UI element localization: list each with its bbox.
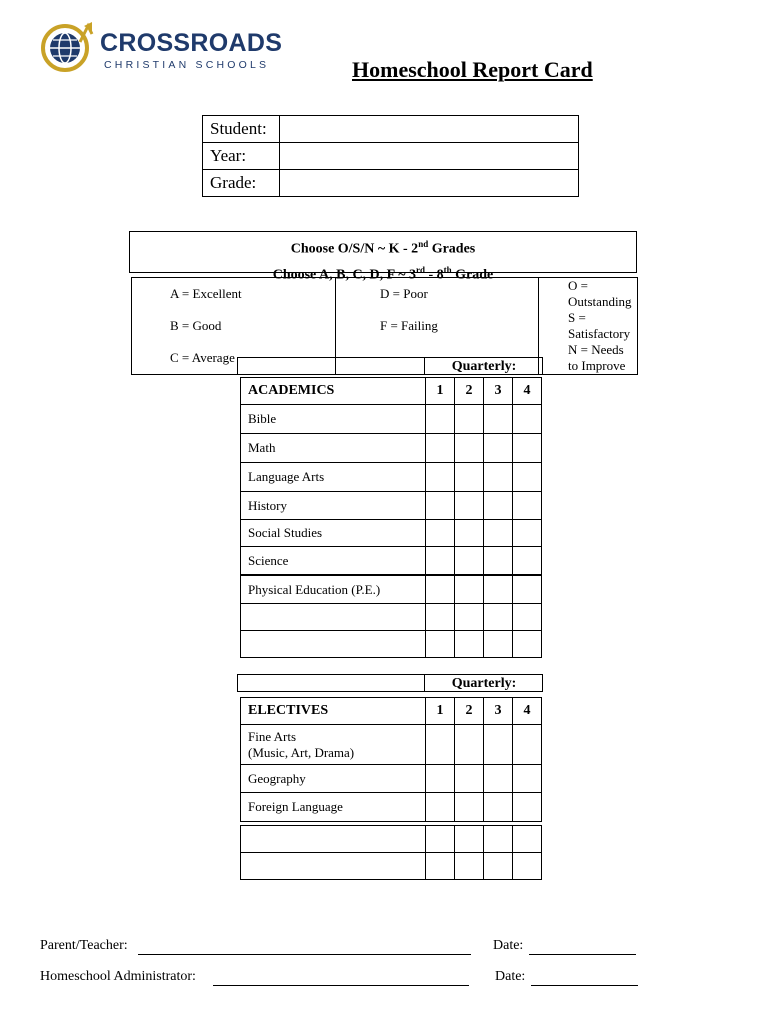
student-input[interactable] [280,116,579,143]
parent-teacher-signature-line[interactable] [138,940,471,955]
year-input[interactable] [280,143,579,170]
grading-line1-suffix: Grades [428,241,476,257]
electives-heading: ELECTIVES [241,698,426,725]
grade-cell[interactable] [484,725,513,765]
quarter-header: 3 [484,698,513,725]
grade-cell[interactable] [484,463,513,492]
student-info-table [202,115,579,197]
legend-cell: F = Failing [336,310,539,342]
administrator-date-line[interactable] [531,971,638,986]
legend-cell: A = Excellent [132,278,336,311]
legend-cell: C = Average [132,342,336,375]
grade-cell[interactable] [484,547,513,575]
quarterly-label: Quarterly: [424,675,543,691]
grade-cell[interactable] [513,793,542,822]
grade-cell[interactable] [455,631,484,658]
grade-cell[interactable] [513,463,542,492]
grade-cell[interactable] [426,765,455,793]
logo-name: CROSSROADS [100,29,283,57]
administrator-date-label: Date: [495,969,526,984]
grade-cell[interactable] [484,576,513,604]
quarter-header: 2 [455,698,484,725]
fine-arts-detail: (Music, Art, Drama) [248,744,355,760]
grade-cell[interactable] [455,604,484,631]
grading-line2-sup1: rd [415,264,425,275]
academics-table [240,377,542,575]
grade-cell[interactable] [484,604,513,631]
grade-cell[interactable] [513,631,542,658]
grading-line2-prefix: Choose A, B, C, D, F ~ 3 [272,267,416,283]
student-label: Student: [203,116,280,143]
grade-cell[interactable] [513,520,542,547]
grade-cell[interactable] [513,492,542,520]
subject-foreign-language: Foreign Language [241,793,426,822]
grade-cell[interactable] [455,826,484,853]
grade-cell[interactable] [426,631,455,658]
grading-instructions [129,231,637,283]
grade-cell[interactable] [513,405,542,434]
grade-cell[interactable] [484,826,513,853]
grade-cell[interactable] [426,853,455,880]
grade-cell[interactable] [455,793,484,822]
grade-cell[interactable] [513,547,542,575]
subject-geography: Geography [241,765,426,793]
grade-cell[interactable] [426,793,455,822]
grading-line1-sup: nd [418,239,429,249]
subject-history: History [241,492,426,520]
grade-cell[interactable] [513,604,542,631]
quarterly-label: Quarterly: [424,358,543,374]
grade-label: Grade: [203,170,280,197]
electives-extra-table [240,825,542,880]
subject-math: Math [241,434,426,463]
grade-cell[interactable] [455,520,484,547]
grade-cell[interactable] [484,405,513,434]
grade-cell[interactable] [455,576,484,604]
grade-input[interactable] [280,170,579,197]
grade-cell[interactable] [513,725,542,765]
grade-cell[interactable] [426,576,455,604]
grade-cell[interactable] [455,853,484,880]
electives-table [240,697,542,822]
quarter-header: 4 [513,378,542,405]
grade-cell[interactable] [513,826,542,853]
grade-cell[interactable] [426,463,455,492]
grade-cell[interactable] [426,405,455,434]
fine-arts-label: Fine Arts [248,728,297,744]
grading-line1-prefix: Choose O/S/N ~ K - 2 [290,241,419,257]
legend-cell: N = Needs to Improve [539,342,638,375]
grade-cell[interactable] [455,725,484,765]
administrator-signature-line[interactable] [213,971,469,986]
parent-date-label: Date: [493,938,524,953]
academics-heading: ACADEMICS [241,378,426,405]
grade-cell[interactable] [484,631,513,658]
grade-cell[interactable] [484,520,513,547]
grade-cell[interactable] [513,853,542,880]
subject-language-arts: Language Arts [241,463,426,492]
subject-physical-education: Physical Education (P.E.) [241,576,426,604]
legend-cell: O = Outstanding [539,278,638,311]
grade-cell[interactable] [455,434,484,463]
grade-cell[interactable] [484,793,513,822]
subject-blank[interactable] [241,826,426,853]
grade-cell[interactable] [426,434,455,463]
grade-cell[interactable] [513,434,542,463]
grading-line2-sup2: th [443,264,452,275]
electives-quarterly-bar [237,674,543,692]
subject-social-studies: Social Studies [241,520,426,547]
grade-cell[interactable] [484,853,513,880]
year-label: Year: [203,143,280,170]
legend-cell: S = Satisfactory [539,310,638,342]
academics-quarterly-bar [237,357,543,375]
administrator-label: Homeschool Administrator: [40,969,196,984]
grading-line2-mid: - 8 [424,267,444,283]
grade-cell[interactable] [426,547,455,575]
grade-cell[interactable] [484,765,513,793]
grade-cell[interactable] [484,492,513,520]
subject-bible: Bible [241,405,426,434]
academics-extra-table [240,575,542,658]
legend-cell: D = Poor [336,278,539,311]
logo-subtitle: CHRISTIAN SCHOOLS [104,59,270,71]
grade-cell[interactable] [455,492,484,520]
grade-cell[interactable] [426,492,455,520]
subject-blank[interactable] [241,853,426,880]
grade-cell[interactable] [513,576,542,604]
grade-cell[interactable] [455,405,484,434]
grade-cell[interactable] [426,520,455,547]
quarter-header: 1 [426,698,455,725]
subject-blank[interactable] [241,631,426,658]
quarter-header: 3 [484,378,513,405]
grade-cell[interactable] [484,434,513,463]
grade-cell[interactable] [455,765,484,793]
crossroads-logo-icon [40,20,98,72]
grading-line2-suffix: Grade [451,267,494,283]
grade-cell[interactable] [426,826,455,853]
parent-teacher-label: Parent/Teacher: [40,938,128,953]
grade-cell[interactable] [426,604,455,631]
grade-cell[interactable] [455,463,484,492]
legend-cell: B = Good [132,310,336,342]
subject-science: Science [241,547,426,575]
quarter-header: 4 [513,698,542,725]
grade-cell[interactable] [513,765,542,793]
grade-cell[interactable] [455,547,484,575]
quarter-header: 1 [426,378,455,405]
quarter-header: 2 [455,378,484,405]
page-title: Homeschool Report Card [352,57,593,82]
parent-date-line[interactable] [529,940,636,955]
subject-blank[interactable] [241,604,426,631]
grade-cell[interactable] [426,725,455,765]
subject-fine-arts [241,725,426,765]
